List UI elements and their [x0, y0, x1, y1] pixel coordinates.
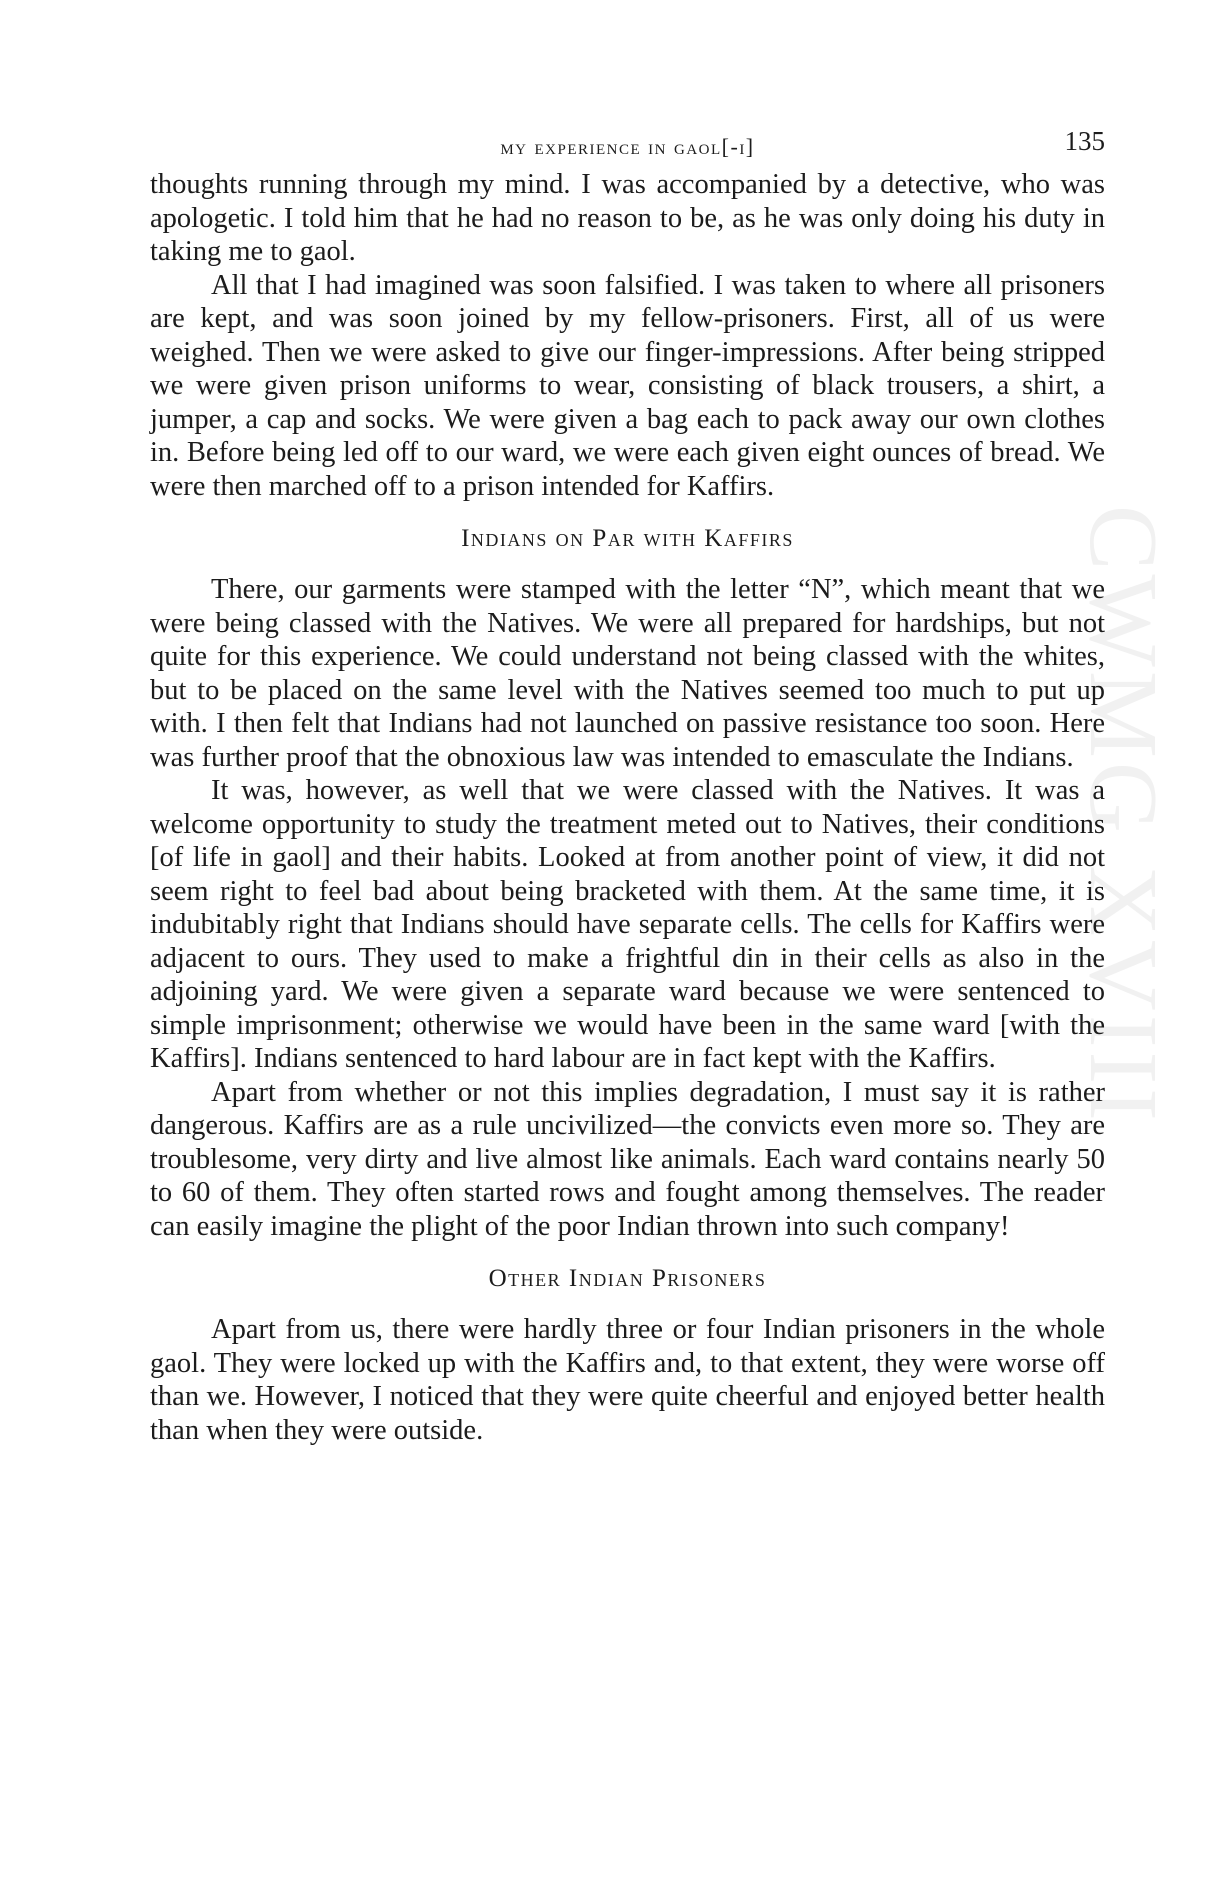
section-heading: Other Indian Prisoners — [488, 1265, 767, 1292]
paragraph: There, our garments were stamped with the letter “N”, which meant that we were being classed with the Natives. We were all prepared for hardships, but not quite for this experience. We could understand not being classed with the whites, but to be placed on the same level with the Natives seemed too much to put up with. I then felt that Indians had not launched on passive resistance too soon. Here was further proof that the obnoxious law was intended to emasculate the Indians. — [150, 574, 1105, 773]
paragraph: thoughts running through my mind. I was accompanied by a detective, who was apologetic. I told him that he had no reason to be, as he was only doing his duty in taking me to gaol. — [150, 169, 1105, 267]
section-heading: Indians on Par with Kaffirs — [461, 525, 794, 552]
page-number: 135 — [1064, 126, 1105, 156]
paragraph: It was, however, as well that we were classed with the Natives. It was a welcome opportunity to study the treatment meted out to Natives, their conditions [of life in gaol] and their habits. Looked at from another point of view, it did not seem right to feel bad about being bracketed with them. At the same time, it is indubitably right that Indians should have separate cells. The cells for Kaffirs were adjacent to ours. They used to make a frightful din in their cells as also in the adjoining yard. We were given a separate ward because we were sentenced to simple imprisonment; otherwise we would have been in the same ward [with the Kaffirs]. Indians sentenced to hard labour are in fact kept with the Kaffirs. — [150, 775, 1105, 1074]
running-title: my experience in gaol[-i] — [500, 134, 755, 159]
paragraph: Apart from whether or not this implies degradation, I must say it is rather dangerous. Kaffirs are as a rule uncivilized—the convicts even more so. They are troublesome, very dirty and live almost like animals. Each ward contains nearly 50 to 60 of them. They often started rows and fought among themselves. The reader can easily imagine the plight of the poor Indian thrown into such company! — [150, 1076, 1105, 1242]
paragraph: All that I had imagined was soon falsified. I was taken to where all prisoners are kept, and was soon joined by my fellow-prisoners. First, all of us were weighed. Then we were asked to give our finger-impressions. After being stripped we were given prison uniforms to wear, consisting of black trousers, a shirt, a jumper, a cap and socks. We were given a bag each to pack away our own clothes in. Before being led off to our ward, we were each given eight ounces of bread. We were then marched off to a prison intended for Kaffirs. — [150, 269, 1105, 502]
page-content — [150, 120, 1105, 1447]
paragraph: Apart from us, there were hardly three or four Indian prisoners in the whole gaol. They were locked up with the Kaffirs and, to that extent, they were worse off than we. However, I noticed that they were quite cheerful and enjoyed better health than when they were outside. — [150, 1314, 1105, 1446]
watermark: CWMG XVIII — [1069, 505, 1177, 1125]
running-head — [150, 120, 1105, 168]
